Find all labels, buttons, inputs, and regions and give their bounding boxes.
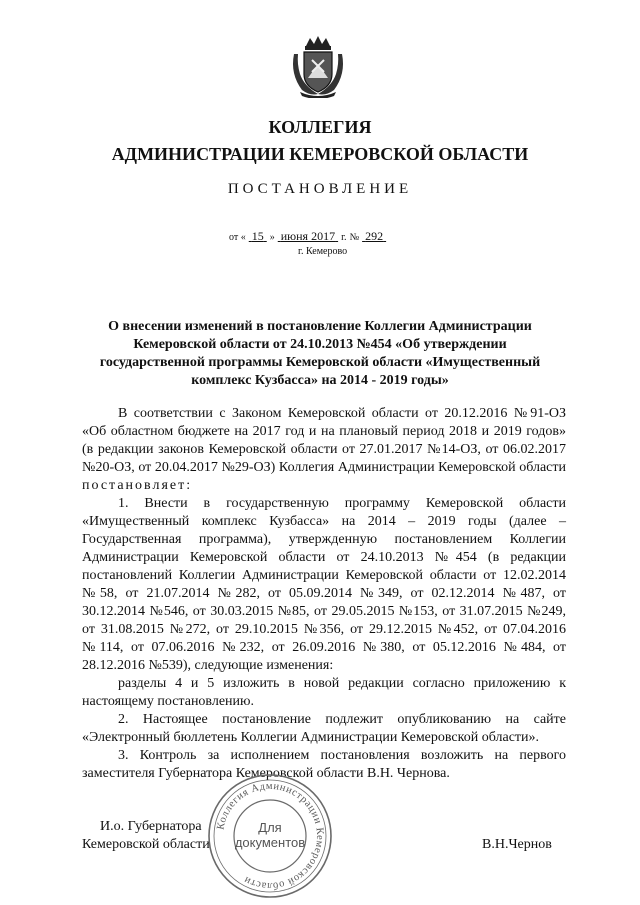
document-type: ПОСТАНОВЛЕНИЕ xyxy=(227,181,413,197)
resolves-word: постановляет xyxy=(82,478,187,493)
stamp-center-line-2: документов xyxy=(234,835,306,850)
city: г. Кемерово xyxy=(298,246,348,257)
number-label: № xyxy=(349,232,360,243)
paragraph-item-3: 3. Контроль за исполнением постановления возложить на первого заместителя Губернатора Кемеровской области В.Н. Чернова. xyxy=(82,748,566,781)
coat-of-arms-icon xyxy=(288,34,348,98)
date-day: 15 xyxy=(251,229,264,243)
date-prefix: от « xyxy=(229,232,246,243)
document-body xyxy=(82,405,566,783)
signatory-name: В.Н.Чернов xyxy=(482,837,552,852)
signatory-position-line-2: Кемеровской области xyxy=(82,837,210,852)
document-number: 292 xyxy=(365,229,384,243)
paragraph-item-1: 1. Внести в государственную программу Кемеровской области «Имущественный комплекс Кузбасса» на 2014 – 2019 годы (далее – Государственная программа), утвержденную постановлением Коллегии Администрации Кемеровской области от 24.10.2013 №454 (в редакции постановлений Коллегии Администрации Кемеровской области от 12.02.2014 №58, от 21.07.2014 №282, от 05.09.2014 №349, от 02.12.2014 №487, от 30.12.2014 №546, от 30.03.2015 №85, от 29.05.2015 №153, от 31.07.2015 №249, от 31.08.2015 №272, от 29.10.2015 №356, от 29.12.2015 №452, от 07.04.2016 №114, от 07.06.2016 №232, от 26.09.2016 №380, от 05.12.2016 №484, от 28.12.2016 №539), следующие изменения: xyxy=(82,496,566,673)
signatory-position xyxy=(82,818,210,854)
date-mid: » xyxy=(269,232,275,243)
paragraph-preamble: В соответствии с Законом Кемеровской области от 20.12.2016 №91-ОЗ «Об областном бюджете на 2017 год и на плановый период 2018 и 2019 годов» (в редакции законов Кемеровской области от 27.01.2017 №14-ОЗ, от 06.02.2017 №20-ОЗ, от 20.04.2017 №29-ОЗ) Коллегия Администрации Кемеровской области постановляет: xyxy=(82,406,566,493)
stamp-ring-text: Коллегия Администрации Кемеровской области xyxy=(215,780,326,892)
date-month-year: июня 2017 xyxy=(280,229,336,243)
date-number-line xyxy=(229,229,449,244)
document-title: О внесении изменений в постановление Коллегии Администрации Кемеровской области от 24.10.2013 №454 «Об утверждении государственной программы Кемеровской области «Имущественный комплекс Кузбасса» на 2014 - 2019 годы» xyxy=(99,319,541,388)
org-name-line-2: АДМИНИСТРАЦИИ КЕМЕРОВСКОЙ ОБЛАСТИ xyxy=(111,144,529,164)
stamp-center-text xyxy=(206,820,334,850)
paragraph-item-1-change: разделы 4 и 5 изложить в новой редакции согласно приложению к настоящему постановлению. xyxy=(82,676,566,709)
signatory-position-line-1: И.о. Губернатора xyxy=(100,819,202,834)
stamp-center-line-1: Для xyxy=(258,820,282,835)
year-suffix: г. xyxy=(341,232,347,243)
paragraph-item-2: 2. Настоящее постановление подлежит опубликованию на сайте «Электронный бюллетень Коллегии Администрации Кемеровской области». xyxy=(82,712,566,745)
org-name-line-1: КОЛЛЕГИЯ xyxy=(268,117,372,137)
